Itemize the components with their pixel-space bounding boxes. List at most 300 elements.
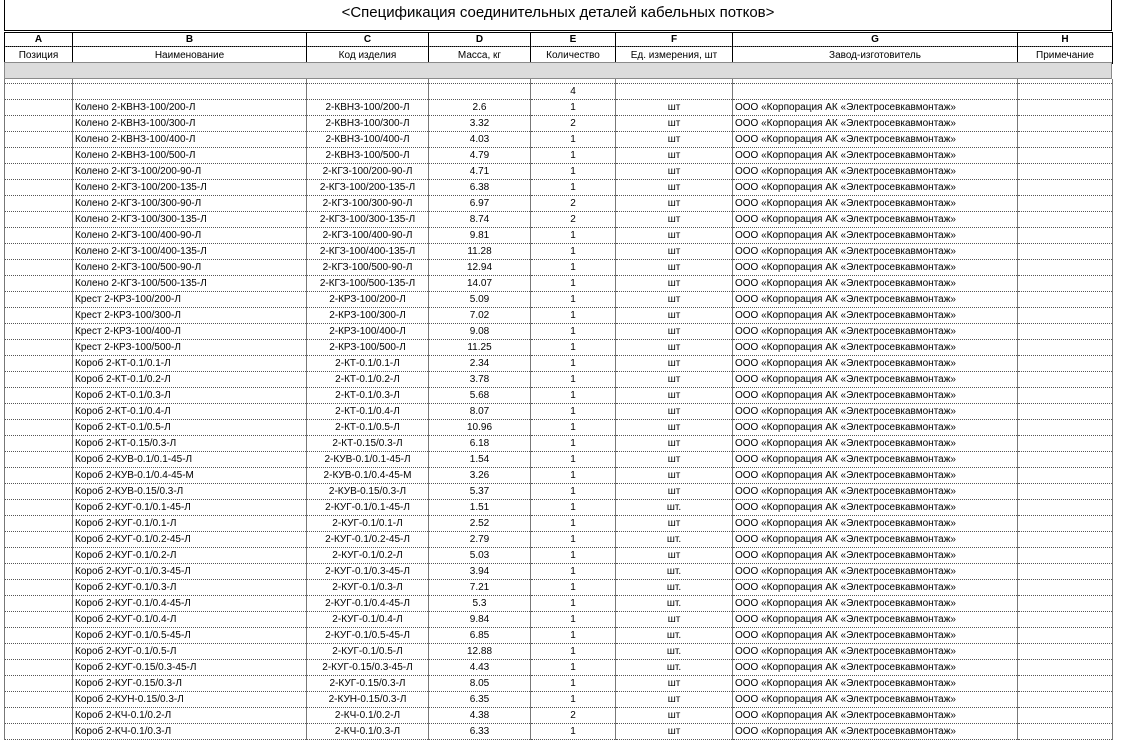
cell-name[interactable]: Короб 2-КУГ-0.1/0.5-Л bbox=[73, 644, 307, 660]
cell-note[interactable] bbox=[1018, 708, 1113, 724]
cell-unit[interactable]: шт bbox=[616, 260, 733, 276]
cell-note[interactable] bbox=[1018, 148, 1113, 164]
cell-note[interactable] bbox=[1018, 84, 1113, 100]
column-letter-b[interactable]: B bbox=[73, 33, 307, 47]
cell-code[interactable]: 2-КУГ-0.1/0.3-Л bbox=[307, 580, 429, 596]
cell-code[interactable]: 2-КУГ-0.1/0.5-Л bbox=[307, 644, 429, 660]
cell-code[interactable]: 2-КУВ-0.1/0.1-45-Л bbox=[307, 452, 429, 468]
cell-mass[interactable]: 12.88 bbox=[429, 644, 531, 660]
cell-quantity[interactable]: 1 bbox=[531, 644, 616, 660]
cell-note[interactable] bbox=[1018, 196, 1113, 212]
cell-unit[interactable]: шт bbox=[616, 548, 733, 564]
cell-note[interactable] bbox=[1018, 468, 1113, 484]
cell-mass[interactable]: 7.02 bbox=[429, 308, 531, 324]
cell-mass[interactable]: 14.07 bbox=[429, 276, 531, 292]
cell-note[interactable] bbox=[1018, 420, 1113, 436]
cell-quantity[interactable]: 1 bbox=[531, 612, 616, 628]
cell-manufacturer[interactable]: ООО «Корпорация АК «Электросевкавмонтаж» bbox=[733, 244, 1018, 260]
table-row[interactable] bbox=[5, 324, 1113, 340]
cell-position[interactable] bbox=[5, 228, 73, 244]
cell-note[interactable] bbox=[1018, 356, 1113, 372]
table-row[interactable] bbox=[5, 548, 1113, 564]
cell-note[interactable] bbox=[1018, 516, 1113, 532]
cell-mass[interactable]: 8.05 bbox=[429, 676, 531, 692]
table-row[interactable] bbox=[5, 564, 1113, 580]
table-row[interactable] bbox=[5, 116, 1113, 132]
cell-mass[interactable]: 6.33 bbox=[429, 724, 531, 740]
cell-code[interactable]: 2-КРЗ-100/500-Л bbox=[307, 340, 429, 356]
cell-unit[interactable]: шт. bbox=[616, 628, 733, 644]
table-row[interactable] bbox=[5, 612, 1113, 628]
cell-unit[interactable]: шт. bbox=[616, 532, 733, 548]
cell-name[interactable]: Короб 2-КУВ-0.1/0.1-45-Л bbox=[73, 452, 307, 468]
table-row[interactable] bbox=[5, 692, 1113, 708]
cell-name[interactable]: Короб 2-КУГ-0.1/0.2-Л bbox=[73, 548, 307, 564]
cell-name[interactable]: Короб 2-КЧ-0.1/0.3-Л bbox=[73, 724, 307, 740]
cell-manufacturer[interactable]: ООО «Корпорация АК «Электросевкавмонтаж» bbox=[733, 644, 1018, 660]
cell-position[interactable] bbox=[5, 468, 73, 484]
cell-manufacturer[interactable]: ООО «Корпорация АК «Электросевкавмонтаж» bbox=[733, 196, 1018, 212]
cell-quantity[interactable]: 1 bbox=[531, 132, 616, 148]
cell-mass[interactable]: 4.79 bbox=[429, 148, 531, 164]
cell-manufacturer[interactable]: ООО «Корпорация АК «Электросевкавмонтаж» bbox=[733, 660, 1018, 676]
cell-manufacturer[interactable]: ООО «Корпорация АК «Электросевкавмонтаж» bbox=[733, 356, 1018, 372]
header-manufacturer[interactable]: Завод-изготовитель bbox=[733, 47, 1018, 64]
cell-position[interactable] bbox=[5, 500, 73, 516]
table-row[interactable] bbox=[5, 404, 1113, 420]
cell-mass[interactable]: 8.07 bbox=[429, 404, 531, 420]
cell-note[interactable] bbox=[1018, 116, 1113, 132]
cell-name[interactable]: Короб 2-КУГ-0.1/0.2-45-Л bbox=[73, 532, 307, 548]
cell-unit[interactable]: шт. bbox=[616, 596, 733, 612]
cell-code[interactable]: 2-КУГ-0.1/0.1-45-Л bbox=[307, 500, 429, 516]
cell-quantity[interactable]: 1 bbox=[531, 500, 616, 516]
header-mass[interactable]: Масса, кг bbox=[429, 47, 531, 64]
cell-position[interactable] bbox=[5, 148, 73, 164]
cell-code[interactable]: 2-КУГ-0.15/0.3-45-Л bbox=[307, 660, 429, 676]
cell-unit[interactable]: шт bbox=[616, 100, 733, 116]
cell-position[interactable] bbox=[5, 420, 73, 436]
cell-code[interactable]: 2-КУГ-0.1/0.1-Л bbox=[307, 516, 429, 532]
cell-unit[interactable]: шт bbox=[616, 148, 733, 164]
cell-code[interactable]: 2-КТ-0.1/0.2-Л bbox=[307, 372, 429, 388]
cell-unit[interactable]: шт bbox=[616, 708, 733, 724]
cell-note[interactable] bbox=[1018, 212, 1113, 228]
cell-manufacturer[interactable]: ООО «Корпорация АК «Электросевкавмонтаж» bbox=[733, 340, 1018, 356]
cell-note[interactable] bbox=[1018, 164, 1113, 180]
cell-position[interactable] bbox=[5, 580, 73, 596]
cell-quantity[interactable]: 1 bbox=[531, 404, 616, 420]
header-note[interactable]: Примечание bbox=[1018, 47, 1113, 64]
cell-note[interactable] bbox=[1018, 180, 1113, 196]
table-row[interactable] bbox=[5, 724, 1113, 740]
cell-position[interactable] bbox=[5, 244, 73, 260]
cell-quantity[interactable]: 1 bbox=[531, 388, 616, 404]
cell-manufacturer[interactable]: ООО «Корпорация АК «Электросевкавмонтаж» bbox=[733, 564, 1018, 580]
cell-quantity[interactable]: 1 bbox=[531, 548, 616, 564]
cell-code[interactable]: 2-КУН-0.15/0.3-Л bbox=[307, 692, 429, 708]
cell-manufacturer[interactable]: ООО «Корпорация АК «Электросевкавмонтаж» bbox=[733, 612, 1018, 628]
cell-note[interactable] bbox=[1018, 596, 1113, 612]
cell-unit[interactable]: шт bbox=[616, 468, 733, 484]
cell-name[interactable]: Короб 2-КЧ-0.1/0.2-Л bbox=[73, 708, 307, 724]
cell-position[interactable] bbox=[5, 724, 73, 740]
cell-position[interactable] bbox=[5, 404, 73, 420]
cell-manufacturer[interactable]: ООО «Корпорация АК «Электросевкавмонтаж» bbox=[733, 532, 1018, 548]
cell-note[interactable] bbox=[1018, 644, 1113, 660]
cell-unit[interactable]: шт bbox=[616, 244, 733, 260]
cell-mass[interactable]: 10.96 bbox=[429, 420, 531, 436]
table-row[interactable] bbox=[5, 292, 1113, 308]
cell-unit[interactable]: шт bbox=[616, 388, 733, 404]
table-row[interactable] bbox=[5, 484, 1113, 500]
column-letter-h[interactable]: H bbox=[1018, 33, 1113, 47]
cell-name[interactable] bbox=[73, 84, 307, 100]
cell-quantity[interactable]: 1 bbox=[531, 452, 616, 468]
header-code[interactable]: Код изделия bbox=[307, 47, 429, 64]
cell-manufacturer[interactable]: ООО «Корпорация АК «Электросевкавмонтаж» bbox=[733, 116, 1018, 132]
cell-manufacturer[interactable]: ООО «Корпорация АК «Электросевкавмонтаж» bbox=[733, 212, 1018, 228]
group-total-row[interactable] bbox=[5, 84, 1113, 100]
cell-position[interactable] bbox=[5, 596, 73, 612]
cell-name[interactable]: Короб 2-КУГ-0.1/0.5-45-Л bbox=[73, 628, 307, 644]
cell-unit[interactable]: шт bbox=[616, 324, 733, 340]
cell-mass[interactable]: 6.18 bbox=[429, 436, 531, 452]
cell-name[interactable]: Короб 2-КТ-0.1/0.4-Л bbox=[73, 404, 307, 420]
table-row[interactable] bbox=[5, 660, 1113, 676]
cell-name[interactable]: Короб 2-КУГ-0.15/0.3-Л bbox=[73, 676, 307, 692]
table-row[interactable] bbox=[5, 388, 1113, 404]
cell-note[interactable] bbox=[1018, 372, 1113, 388]
cell-code[interactable]: 2-КГЗ-100/500-135-Л bbox=[307, 276, 429, 292]
cell-mass[interactable]: 9.81 bbox=[429, 228, 531, 244]
cell-mass[interactable]: 5.09 bbox=[429, 292, 531, 308]
cell-name[interactable]: Короб 2-КТ-0.15/0.3-Л bbox=[73, 436, 307, 452]
cell-mass[interactable] bbox=[429, 84, 531, 100]
cell-position[interactable] bbox=[5, 116, 73, 132]
cell-mass[interactable]: 5.37 bbox=[429, 484, 531, 500]
cell-position[interactable] bbox=[5, 356, 73, 372]
cell-quantity[interactable]: 1 bbox=[531, 676, 616, 692]
cell-unit[interactable]: шт bbox=[616, 180, 733, 196]
cell-mass[interactable]: 5.68 bbox=[429, 388, 531, 404]
cell-note[interactable] bbox=[1018, 660, 1113, 676]
cell-quantity[interactable]: 1 bbox=[531, 324, 616, 340]
table-row[interactable] bbox=[5, 436, 1113, 452]
cell-quantity[interactable]: 1 bbox=[531, 564, 616, 580]
cell-note[interactable] bbox=[1018, 324, 1113, 340]
cell-mass[interactable]: 6.38 bbox=[429, 180, 531, 196]
cell-mass[interactable]: 4.71 bbox=[429, 164, 531, 180]
cell-code[interactable]: 2-КРЗ-100/300-Л bbox=[307, 308, 429, 324]
cell-quantity[interactable]: 1 bbox=[531, 292, 616, 308]
cell-position[interactable] bbox=[5, 516, 73, 532]
cell-unit[interactable]: шт bbox=[616, 228, 733, 244]
cell-unit[interactable]: шт bbox=[616, 436, 733, 452]
cell-position[interactable] bbox=[5, 564, 73, 580]
table-row[interactable] bbox=[5, 580, 1113, 596]
table-row[interactable] bbox=[5, 468, 1113, 484]
cell-position[interactable] bbox=[5, 260, 73, 276]
cell-mass[interactable]: 4.03 bbox=[429, 132, 531, 148]
cell-quantity[interactable]: 1 bbox=[531, 100, 616, 116]
cell-name[interactable]: Короб 2-КУГ-0.1/0.3-Л bbox=[73, 580, 307, 596]
cell-name[interactable]: Короб 2-КУГ-0.15/0.3-45-Л bbox=[73, 660, 307, 676]
cell-name[interactable]: Колено 2-КГЗ-100/300-90-Л bbox=[73, 196, 307, 212]
table-row[interactable] bbox=[5, 260, 1113, 276]
cell-code[interactable]: 2-КУГ-0.1/0.4-45-Л bbox=[307, 596, 429, 612]
table-row[interactable] bbox=[5, 628, 1113, 644]
cell-quantity[interactable]: 2 bbox=[531, 708, 616, 724]
cell-code[interactable]: 2-КТ-0.1/0.3-Л bbox=[307, 388, 429, 404]
cell-mass[interactable]: 11.28 bbox=[429, 244, 531, 260]
cell-unit[interactable]: шт. bbox=[616, 644, 733, 660]
cell-quantity[interactable]: 1 bbox=[531, 308, 616, 324]
cell-quantity[interactable]: 1 bbox=[531, 692, 616, 708]
cell-mass[interactable]: 12.94 bbox=[429, 260, 531, 276]
cell-name[interactable]: Крест 2-КРЗ-100/400-Л bbox=[73, 324, 307, 340]
cell-code[interactable]: 2-КУГ-0.15/0.3-Л bbox=[307, 676, 429, 692]
cell-unit[interactable]: шт bbox=[616, 404, 733, 420]
cell-position[interactable] bbox=[5, 692, 73, 708]
cell-position[interactable] bbox=[5, 676, 73, 692]
cell-manufacturer[interactable]: ООО «Корпорация АК «Электросевкавмонтаж» bbox=[733, 372, 1018, 388]
cell-name[interactable]: Колено 2-КВНЗ-100/400-Л bbox=[73, 132, 307, 148]
cell-unit[interactable]: шт bbox=[616, 340, 733, 356]
cell-quantity[interactable]: 1 bbox=[531, 276, 616, 292]
cell-name[interactable]: Короб 2-КУВ-0.15/0.3-Л bbox=[73, 484, 307, 500]
cell-code[interactable]: 2-КТ-0.1/0.5-Л bbox=[307, 420, 429, 436]
cell-position[interactable] bbox=[5, 708, 73, 724]
cell-manufacturer[interactable]: ООО «Корпорация АК «Электросевкавмонтаж» bbox=[733, 148, 1018, 164]
cell-manufacturer[interactable]: ООО «Корпорация АК «Электросевкавмонтаж» bbox=[733, 276, 1018, 292]
cell-name[interactable]: Крест 2-КРЗ-100/200-Л bbox=[73, 292, 307, 308]
cell-quantity[interactable]: 1 bbox=[531, 628, 616, 644]
cell-code[interactable]: 2-КЧ-0.1/0.2-Л bbox=[307, 708, 429, 724]
cell-name[interactable]: Колено 2-КГЗ-100/200-90-Л bbox=[73, 164, 307, 180]
table-row[interactable] bbox=[5, 196, 1113, 212]
cell-unit[interactable]: шт bbox=[616, 516, 733, 532]
cell-mass[interactable]: 1.54 bbox=[429, 452, 531, 468]
table-row[interactable] bbox=[5, 212, 1113, 228]
cell-note[interactable] bbox=[1018, 292, 1113, 308]
table-row[interactable] bbox=[5, 164, 1113, 180]
cell-name[interactable]: Колено 2-КВНЗ-100/500-Л bbox=[73, 148, 307, 164]
cell-note[interactable] bbox=[1018, 228, 1113, 244]
cell-note[interactable] bbox=[1018, 308, 1113, 324]
cell-mass[interactable]: 2.6 bbox=[429, 100, 531, 116]
cell-unit[interactable]: шт. bbox=[616, 564, 733, 580]
column-letter-d[interactable]: D bbox=[429, 33, 531, 47]
cell-note[interactable] bbox=[1018, 612, 1113, 628]
cell-manufacturer[interactable] bbox=[733, 84, 1018, 100]
cell-name[interactable]: Колено 2-КГЗ-100/300-135-Л bbox=[73, 212, 307, 228]
cell-note[interactable] bbox=[1018, 404, 1113, 420]
cell-manufacturer[interactable]: ООО «Корпорация АК «Электросевкавмонтаж» bbox=[733, 484, 1018, 500]
table-row[interactable] bbox=[5, 708, 1113, 724]
cell-quantity[interactable]: 4 bbox=[531, 84, 616, 100]
cell-name[interactable]: Колено 2-КВНЗ-100/300-Л bbox=[73, 116, 307, 132]
cell-unit[interactable]: шт bbox=[616, 164, 733, 180]
cell-position[interactable] bbox=[5, 276, 73, 292]
cell-name[interactable]: Короб 2-КУН-0.15/0.3-Л bbox=[73, 692, 307, 708]
cell-code[interactable]: 2-КГЗ-100/400-135-Л bbox=[307, 244, 429, 260]
cell-note[interactable] bbox=[1018, 260, 1113, 276]
cell-position[interactable] bbox=[5, 388, 73, 404]
table-row[interactable] bbox=[5, 276, 1113, 292]
cell-unit[interactable]: шт bbox=[616, 356, 733, 372]
cell-mass[interactable]: 6.97 bbox=[429, 196, 531, 212]
cell-position[interactable] bbox=[5, 436, 73, 452]
table-row[interactable] bbox=[5, 340, 1113, 356]
cell-mass[interactable]: 9.08 bbox=[429, 324, 531, 340]
cell-note[interactable] bbox=[1018, 244, 1113, 260]
cell-unit[interactable]: шт bbox=[616, 484, 733, 500]
cell-quantity[interactable]: 1 bbox=[531, 340, 616, 356]
cell-manufacturer[interactable]: ООО «Корпорация АК «Электросевкавмонтаж» bbox=[733, 724, 1018, 740]
cell-manufacturer[interactable]: ООО «Корпорация АК «Электросевкавмонтаж» bbox=[733, 420, 1018, 436]
cell-note[interactable] bbox=[1018, 132, 1113, 148]
cell-unit[interactable]: шт. bbox=[616, 580, 733, 596]
cell-note[interactable] bbox=[1018, 628, 1113, 644]
cell-name[interactable]: Колено 2-КГЗ-100/500-90-Л bbox=[73, 260, 307, 276]
cell-manufacturer[interactable]: ООО «Корпорация АК «Электросевкавмонтаж» bbox=[733, 404, 1018, 420]
cell-code[interactable]: 2-КГЗ-100/200-90-Л bbox=[307, 164, 429, 180]
cell-name[interactable]: Короб 2-КТ-0.1/0.1-Л bbox=[73, 356, 307, 372]
cell-unit[interactable]: шт bbox=[616, 420, 733, 436]
cell-code[interactable]: 2-КВНЗ-100/200-Л bbox=[307, 100, 429, 116]
cell-position[interactable] bbox=[5, 628, 73, 644]
cell-quantity[interactable]: 2 bbox=[531, 196, 616, 212]
cell-code[interactable]: 2-КГЗ-100/500-90-Л bbox=[307, 260, 429, 276]
cell-code[interactable]: 2-КГЗ-100/300-135-Л bbox=[307, 212, 429, 228]
table-row[interactable] bbox=[5, 452, 1113, 468]
cell-name[interactable]: Короб 2-КУГ-0.1/0.4-45-Л bbox=[73, 596, 307, 612]
table-row[interactable] bbox=[5, 644, 1113, 660]
cell-code[interactable]: 2-КТ-0.15/0.3-Л bbox=[307, 436, 429, 452]
cell-unit[interactable]: шт bbox=[616, 692, 733, 708]
column-letter-f[interactable]: F bbox=[616, 33, 733, 47]
cell-note[interactable] bbox=[1018, 276, 1113, 292]
cell-manufacturer[interactable]: ООО «Корпорация АК «Электросевкавмонтаж» bbox=[733, 516, 1018, 532]
cell-unit[interactable]: шт bbox=[616, 132, 733, 148]
cell-quantity[interactable]: 1 bbox=[531, 596, 616, 612]
cell-position[interactable] bbox=[5, 532, 73, 548]
cell-position[interactable] bbox=[5, 132, 73, 148]
cell-mass[interactable]: 3.78 bbox=[429, 372, 531, 388]
cell-mass[interactable]: 1.51 bbox=[429, 500, 531, 516]
cell-manufacturer[interactable]: ООО «Корпорация АК «Электросевкавмонтаж» bbox=[733, 628, 1018, 644]
cell-position[interactable] bbox=[5, 644, 73, 660]
cell-position[interactable] bbox=[5, 612, 73, 628]
cell-note[interactable] bbox=[1018, 564, 1113, 580]
cell-manufacturer[interactable]: ООО «Корпорация АК «Электросевкавмонтаж» bbox=[733, 164, 1018, 180]
cell-manufacturer[interactable]: ООО «Корпорация АК «Электросевкавмонтаж» bbox=[733, 692, 1018, 708]
column-letter-e[interactable]: E bbox=[531, 33, 616, 47]
cell-quantity[interactable]: 1 bbox=[531, 244, 616, 260]
cell-code[interactable]: 2-КГЗ-100/400-90-Л bbox=[307, 228, 429, 244]
schedule-title[interactable]: <Спецификация соединительных деталей кабельных потков> bbox=[341, 4, 775, 21]
cell-quantity[interactable]: 1 bbox=[531, 420, 616, 436]
cell-manufacturer[interactable]: ООО «Корпорация АК «Электросевкавмонтаж» bbox=[733, 132, 1018, 148]
cell-unit[interactable]: шт bbox=[616, 372, 733, 388]
cell-position[interactable] bbox=[5, 292, 73, 308]
cell-name[interactable]: Короб 2-КУГ-0.1/0.4-Л bbox=[73, 612, 307, 628]
cell-manufacturer[interactable]: ООО «Корпорация АК «Электросевкавмонтаж» bbox=[733, 468, 1018, 484]
cell-code[interactable] bbox=[307, 84, 429, 100]
cell-manufacturer[interactable]: ООО «Корпорация АК «Электросевкавмонтаж» bbox=[733, 388, 1018, 404]
cell-unit[interactable]: шт bbox=[616, 612, 733, 628]
cell-mass[interactable]: 8.74 bbox=[429, 212, 531, 228]
table-row[interactable] bbox=[5, 132, 1113, 148]
cell-quantity[interactable]: 1 bbox=[531, 532, 616, 548]
cell-note[interactable] bbox=[1018, 580, 1113, 596]
cell-manufacturer[interactable]: ООО «Корпорация АК «Электросевкавмонтаж» bbox=[733, 308, 1018, 324]
cell-position[interactable] bbox=[5, 324, 73, 340]
cell-manufacturer[interactable]: ООО «Корпорация АК «Электросевкавмонтаж» bbox=[733, 100, 1018, 116]
cell-manufacturer[interactable]: ООО «Корпорация АК «Электросевкавмонтаж» bbox=[733, 292, 1018, 308]
cell-position[interactable] bbox=[5, 340, 73, 356]
cell-name[interactable]: Колено 2-КВНЗ-100/200-Л bbox=[73, 100, 307, 116]
header-unit[interactable]: Ед. измерения, шт bbox=[616, 47, 733, 64]
cell-quantity[interactable]: 1 bbox=[531, 484, 616, 500]
cell-mass[interactable]: 6.85 bbox=[429, 628, 531, 644]
cell-note[interactable] bbox=[1018, 388, 1113, 404]
cell-position[interactable] bbox=[5, 196, 73, 212]
cell-code[interactable]: 2-КУГ-0.1/0.5-45-Л bbox=[307, 628, 429, 644]
cell-quantity[interactable]: 2 bbox=[531, 116, 616, 132]
cell-note[interactable] bbox=[1018, 500, 1113, 516]
cell-quantity[interactable]: 1 bbox=[531, 372, 616, 388]
cell-note[interactable] bbox=[1018, 692, 1113, 708]
cell-code[interactable]: 2-КВНЗ-100/300-Л bbox=[307, 116, 429, 132]
cell-name[interactable]: Колено 2-КГЗ-100/500-135-Л bbox=[73, 276, 307, 292]
cell-unit[interactable]: шт bbox=[616, 212, 733, 228]
cell-manufacturer[interactable]: ООО «Корпорация АК «Электросевкавмонтаж» bbox=[733, 452, 1018, 468]
table-row[interactable] bbox=[5, 148, 1113, 164]
cell-manufacturer[interactable]: ООО «Корпорация АК «Электросевкавмонтаж» bbox=[733, 596, 1018, 612]
cell-unit[interactable] bbox=[616, 84, 733, 100]
cell-code[interactable]: 2-КУГ-0.1/0.2-45-Л bbox=[307, 532, 429, 548]
cell-quantity[interactable]: 1 bbox=[531, 580, 616, 596]
cell-name[interactable]: Колено 2-КГЗ-100/400-90-Л bbox=[73, 228, 307, 244]
cell-code[interactable]: 2-КРЗ-100/400-Л bbox=[307, 324, 429, 340]
cell-code[interactable]: 2-КУГ-0.1/0.2-Л bbox=[307, 548, 429, 564]
cell-name[interactable]: Короб 2-КТ-0.1/0.3-Л bbox=[73, 388, 307, 404]
cell-position[interactable] bbox=[5, 84, 73, 100]
cell-note[interactable] bbox=[1018, 484, 1113, 500]
cell-note[interactable] bbox=[1018, 340, 1113, 356]
cell-code[interactable]: 2-КУВ-0.1/0.4-45-М bbox=[307, 468, 429, 484]
table-row[interactable] bbox=[5, 676, 1113, 692]
cell-position[interactable] bbox=[5, 484, 73, 500]
cell-code[interactable]: 2-КГЗ-100/200-135-Л bbox=[307, 180, 429, 196]
cell-quantity[interactable]: 1 bbox=[531, 516, 616, 532]
cell-quantity[interactable]: 1 bbox=[531, 180, 616, 196]
table-row[interactable] bbox=[5, 372, 1113, 388]
cell-name[interactable]: Короб 2-КУГ-0.1/0.1-Л bbox=[73, 516, 307, 532]
cell-name[interactable]: Короб 2-КУГ-0.1/0.1-45-Л bbox=[73, 500, 307, 516]
cell-quantity[interactable]: 1 bbox=[531, 724, 616, 740]
cell-manufacturer[interactable]: ООО «Корпорация АК «Электросевкавмонтаж» bbox=[733, 324, 1018, 340]
cell-note[interactable] bbox=[1018, 548, 1113, 564]
header-quantity[interactable]: Количество bbox=[531, 47, 616, 64]
cell-mass[interactable]: 7.21 bbox=[429, 580, 531, 596]
cell-name[interactable]: Короб 2-КУВ-0.1/0.4-45-М bbox=[73, 468, 307, 484]
column-letter-c[interactable]: C bbox=[307, 33, 429, 47]
header-position[interactable]: Позиция bbox=[5, 47, 73, 64]
cell-unit[interactable]: шт. bbox=[616, 660, 733, 676]
